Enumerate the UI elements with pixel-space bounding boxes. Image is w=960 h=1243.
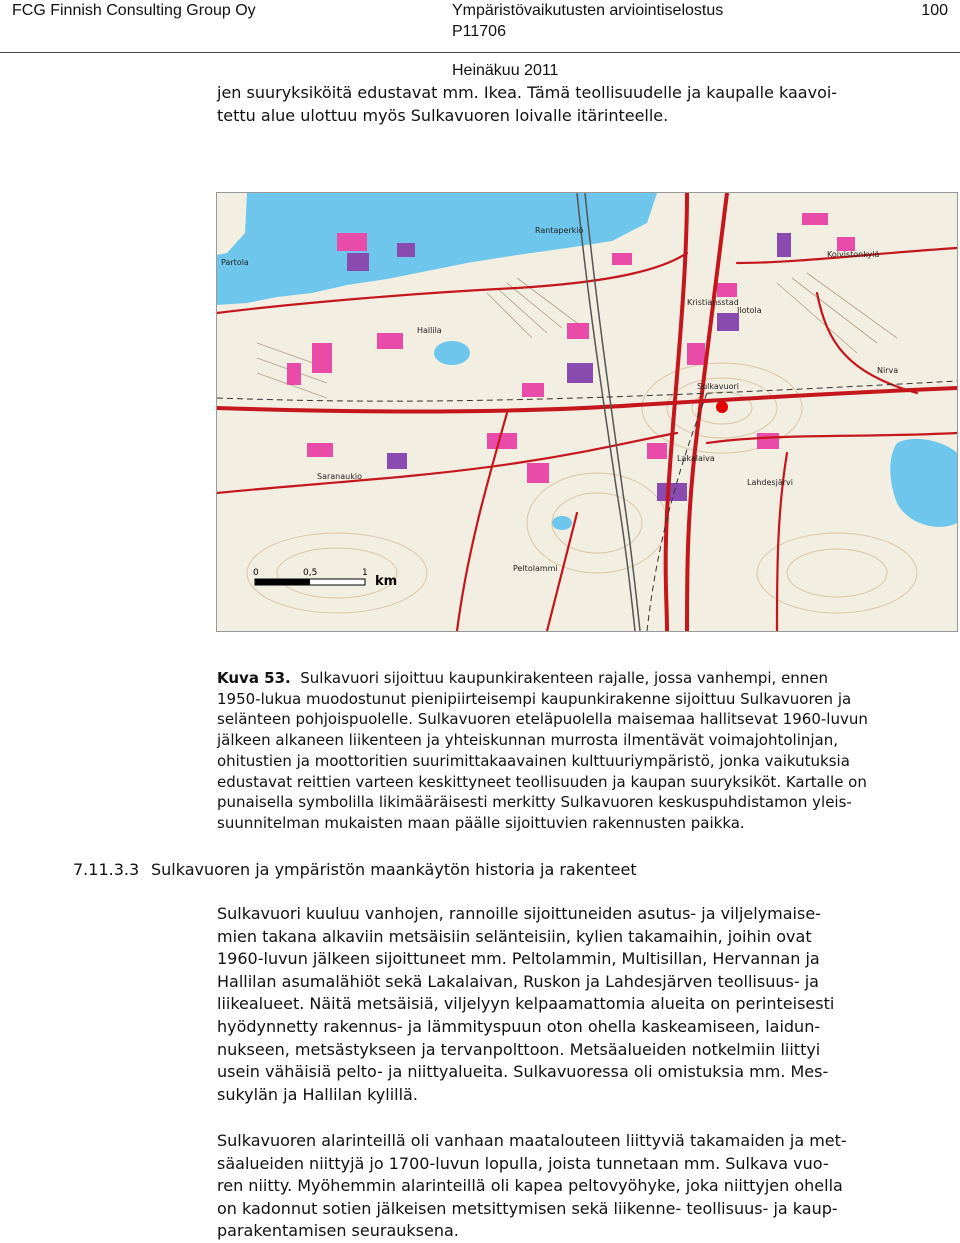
map-label: Kristiansstad [687,298,739,307]
caption-line: 1950-lukua muodostunut pienipiirteisempi kaupunkirakenne sijoittuu Sulkavuoren ja [217,689,852,708]
header-divider [0,52,960,53]
text-line: ren niitty. Myöhemmin alarinteillä oli kapea peltovyöhyke, joka niittyjen ohella [217,1176,843,1196]
text-line: mien takana alkaviin metsäisiin selänteisiin, kylien takamaihin, joihin ovat [217,926,812,946]
body-paragraph [217,903,947,1106]
text-line: usein vähäisiä pelto- ja niittyalueita. Sulkavuoressa oli omistuksia mm. Mes- [217,1062,829,1082]
text-line: sukylän ja Hallilan kylillä. [217,1084,418,1104]
text-line: Sulkavuori kuuluu vanhojen, rannoille sijoittuneiden asutus- ja viljelymaise- [217,904,821,923]
map-label: Rantaperkiö [535,226,584,235]
text-line: parakentamisen seurauksena. [217,1221,459,1241]
text-line: säalueiden niittyjä jo 1700-luvun lopulla, joista tunnetaan mm. Sulkava vuo- [217,1153,829,1173]
text-line: liikealueet. Näitä metsäisiä, viljelyyn kelpaamattomia alueita on perinteisesti [217,994,835,1014]
text-line: on kadonnut sotien jälkeisen metsittymisen sekä liikenne- teollisuus- ja kaup- [217,1198,838,1218]
scale-label: 0 [253,568,259,578]
document-number: P11706 [452,23,506,40]
section-heading [73,860,637,879]
caption-line: selänteen pohjoispuolelle. Sulkavuoren eteläpuolella maisemaa hallitsevat 1960-luvun [217,710,868,729]
document-title: Ympäristövaikutusten arviointiselostus [452,2,724,19]
caption-line: ohitustien ja moottoritien suurimittakaavainen kulttuuriympäristö, jonka vaikutuksia [217,751,850,770]
document-date: Heinäkuu 2011 [452,62,559,79]
map-label: Koivistonkylä [827,250,880,259]
caption-line: Sulkavuori sijoittuu kaupunkirakenteen rajalle, jossa vanhempi, ennen [300,669,829,687]
map-label: Partola [221,258,249,267]
text-line: hyödynnetty rakennus- ja lämmityspuun oton ohella kaskeamiseen, laidun- [217,1016,821,1036]
text-line: jen suuryksiköitä edustavat mm. Ikea. Tämä teollisuudelle ja kaupalle kaavoi- [217,83,838,102]
page-header [0,0,960,56]
map-figure [216,192,958,632]
company-name: FCG Finnish Consulting Group Oy [12,2,256,19]
section-title: Sulkavuoren ja ympäristön maankäytön historia ja rakenteet [151,860,637,879]
caption-label: Kuva 53. [217,669,291,687]
text-line: nukseen, metsästykseen ja tervanpolttoon. Metsäalueiden notkelmiin liittyi [217,1039,821,1059]
map-label: Sulkavuori [697,382,739,391]
text-line: tettu alue ulottuu myös Sulkavuoren loivalle itärinteelle. [217,105,669,125]
map-label: Peltolammi [513,564,558,573]
map-label: Saranaukio [317,472,362,481]
text-line: Sulkavuoren alarinteillä oli vanhaan maatalouteen liittyviä takamaiden ja met- [217,1131,847,1150]
scale-label: 0,5 [303,568,318,578]
section-number: 7.11.3.3 [73,860,140,879]
map-label: Hallila [417,326,442,335]
figure-caption [217,668,947,834]
page-number: 100 [921,2,948,19]
caption-line: suunnitelman mukaisten maan päälle sijoittuvien rakennusten paikka. [217,813,745,832]
map-label: Lahdesjärvi [747,478,793,487]
scale-unit: km [375,574,398,589]
scale-label: 1 [362,568,368,578]
caption-line: punaisella symbolilla likimääräisesti merkitty Sulkavuoren keskuspuhdistamon yleis- [217,793,852,812]
text-line: 1960-luvun jälkeen sijoittuneet mm. Peltolammin, Multisillan, Hervannan ja [217,949,820,969]
site-marker-icon [716,401,728,413]
map-label: Nirva [877,366,899,375]
map-label: Ilotola [737,306,762,315]
caption-line: edustavat reittien varteen keskittyneet teollisuuden ja kaupan suuryksiköt. Kartalle on [217,772,867,791]
text-line: Hallilan asumalähiöt sekä Lakalaivan, Ruskon ja Lahdesjärven teollisuus- ja [217,971,819,991]
caption-line: jälkeen alkaneen liikenteen ja yhteiskunnan murrosta ilmentävät voimajohtolinjan, [217,731,839,750]
map-label: Lakalaiva [677,454,715,463]
body-paragraph [217,1130,947,1243]
map-image [217,193,957,631]
intro-paragraph [217,82,947,127]
